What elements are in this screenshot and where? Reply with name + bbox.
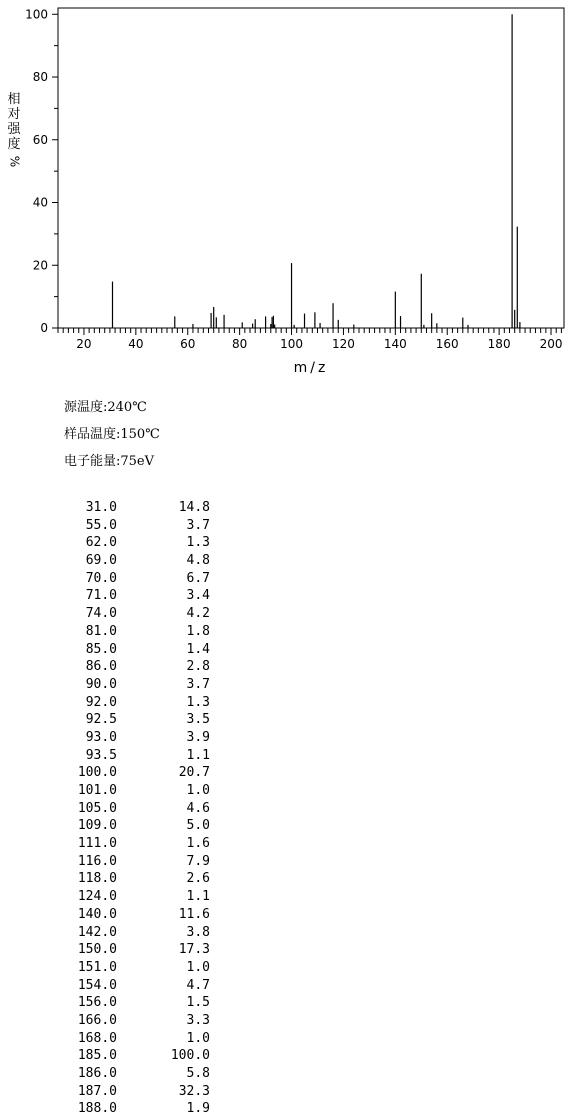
peak-abundance: 3.8 bbox=[186, 924, 210, 940]
peak-mz: 118.0 bbox=[77, 871, 117, 887]
peak-abundance: 3.4 bbox=[186, 588, 210, 604]
table-row bbox=[60, 941, 210, 959]
table-row bbox=[60, 534, 210, 552]
y-axis-label bbox=[6, 92, 22, 169]
y-axis-label-char: 度 bbox=[7, 137, 21, 152]
peak-abundance: 1.3 bbox=[186, 535, 210, 551]
table-row bbox=[60, 888, 210, 906]
peak-mz: 70.0 bbox=[85, 570, 117, 586]
table-row bbox=[60, 587, 210, 605]
peak-mz: 166.0 bbox=[77, 1012, 117, 1028]
peak-abundance: 1.1 bbox=[186, 889, 210, 905]
x-tick-label: 140 bbox=[383, 337, 407, 351]
table-row bbox=[60, 853, 210, 871]
peak-abundance: 4.6 bbox=[186, 800, 210, 816]
peak-mz: 100.0 bbox=[77, 765, 117, 781]
table-row bbox=[60, 694, 210, 712]
table-row bbox=[60, 641, 210, 659]
peak-mz: 62.0 bbox=[85, 535, 117, 551]
x-tick-label: 100 bbox=[280, 337, 303, 351]
table-row bbox=[60, 1012, 210, 1030]
x-axis-label: m/z bbox=[293, 360, 329, 376]
peak-mz: 85.0 bbox=[85, 641, 117, 657]
mass-spectrum-chart bbox=[0, 0, 570, 385]
peak-mz: 124.0 bbox=[77, 889, 117, 905]
peak-abundance: 1.5 bbox=[186, 995, 210, 1011]
peak-mz: 93.5 bbox=[85, 747, 117, 763]
peak-mz: 150.0 bbox=[77, 942, 117, 958]
table-row bbox=[60, 994, 210, 1012]
peak-abundance: 3.9 bbox=[186, 729, 210, 745]
y-tick-label: 0 bbox=[40, 321, 48, 335]
table-row bbox=[60, 870, 210, 888]
peak-mz: 187.0 bbox=[77, 1083, 117, 1099]
y-axis-label-char: 相 bbox=[7, 92, 21, 107]
x-tick-label: 60 bbox=[180, 337, 196, 351]
peak-mz: 101.0 bbox=[77, 783, 117, 798]
peak-abundance: 3.7 bbox=[186, 517, 210, 533]
y-axis-label-text bbox=[6, 92, 22, 152]
table-row bbox=[60, 729, 210, 747]
peak-abundance: 3.3 bbox=[186, 1012, 210, 1028]
peak-mz: 92.0 bbox=[85, 694, 117, 710]
x-tick-label: 200 bbox=[539, 337, 563, 351]
table-row bbox=[60, 605, 210, 623]
table-row bbox=[60, 570, 210, 588]
peak-mz: 90.0 bbox=[85, 676, 117, 692]
table-row bbox=[60, 517, 210, 535]
peak-abundance: 32.3 bbox=[178, 1083, 210, 1099]
peak-mz: 188.0 bbox=[77, 1101, 117, 1117]
table-row bbox=[60, 835, 210, 853]
instrument-conditions bbox=[64, 394, 160, 475]
peak-abundance: 1.1 bbox=[186, 747, 210, 763]
peak-abundance: 1.8 bbox=[186, 623, 210, 639]
x-tick-label: 20 bbox=[76, 337, 92, 351]
peak-mz: 116.0 bbox=[77, 853, 117, 869]
peak-abundance: 2.8 bbox=[186, 659, 210, 675]
peak-mz: 74.0 bbox=[85, 606, 117, 622]
table-row bbox=[60, 1030, 210, 1048]
table-row bbox=[60, 747, 210, 765]
peak-mz: 185.0 bbox=[77, 1048, 117, 1064]
peak-abundance: 100.0 bbox=[170, 1048, 210, 1064]
peak-mz: 111.0 bbox=[77, 836, 117, 852]
peak-abundance: 5.8 bbox=[186, 1066, 210, 1081]
x-tick-label: 80 bbox=[232, 337, 248, 351]
peak-abundance: 4.7 bbox=[186, 977, 210, 993]
table-row bbox=[60, 552, 210, 570]
peak-mz: 31.0 bbox=[85, 500, 117, 515]
x-tick-label: 180 bbox=[487, 337, 511, 351]
y-tick-label: 20 bbox=[32, 258, 48, 273]
peak-mz: 151.0 bbox=[77, 959, 117, 975]
table-row bbox=[60, 959, 210, 977]
y-tick-label: 80 bbox=[32, 70, 48, 85]
peak-mz: 81.0 bbox=[85, 623, 117, 639]
peak-abundance: 4.2 bbox=[186, 606, 210, 622]
plot-frame bbox=[58, 8, 564, 328]
peak-abundance: 5.0 bbox=[186, 818, 210, 834]
peak-mz: 93.0 bbox=[85, 729, 117, 745]
y-axis-unit: % bbox=[7, 155, 22, 168]
table-row bbox=[60, 676, 210, 694]
table-row bbox=[60, 924, 210, 942]
x-tick-label: 160 bbox=[435, 337, 459, 351]
y-tick-label: 100 bbox=[25, 7, 48, 22]
peak-mz: 142.0 bbox=[77, 924, 117, 940]
peak-abundance: 1.0 bbox=[186, 783, 210, 798]
y-tick-label: 60 bbox=[32, 132, 48, 147]
peak-abundance: 2.6 bbox=[186, 871, 210, 887]
y-axis-label-char: 对 bbox=[7, 107, 21, 122]
peak-abundance: 7.9 bbox=[186, 853, 210, 869]
peak-abundance: 3.7 bbox=[186, 676, 210, 692]
electron-energy: 电子能量:75eV bbox=[64, 454, 155, 469]
peak-mz: 186.0 bbox=[77, 1066, 117, 1081]
peak-list-table bbox=[60, 499, 210, 1118]
peak-abundance: 1.3 bbox=[186, 694, 210, 710]
peak-abundance: 1.0 bbox=[186, 959, 210, 975]
table-row bbox=[60, 800, 210, 818]
peak-abundance: 1.4 bbox=[186, 641, 210, 657]
peak-abundance: 14.8 bbox=[178, 500, 210, 515]
peak-mz: 154.0 bbox=[77, 977, 117, 993]
peak-abundance: 4.8 bbox=[186, 553, 210, 569]
table-row bbox=[60, 977, 210, 995]
peak-abundance: 11.6 bbox=[178, 906, 210, 922]
x-tick-label: 40 bbox=[128, 337, 144, 351]
table-row bbox=[60, 711, 210, 729]
table-row bbox=[60, 764, 210, 782]
peak-abundance: 20.7 bbox=[178, 765, 210, 781]
spectrum-bars bbox=[112, 14, 519, 328]
source-temperature: 源温度:240℃ bbox=[64, 400, 147, 415]
peak-mz: 140.0 bbox=[77, 906, 117, 922]
peak-mz: 69.0 bbox=[85, 553, 117, 569]
table-row bbox=[60, 658, 210, 676]
table-row bbox=[60, 1047, 210, 1065]
table-row bbox=[60, 1083, 210, 1101]
y-tick-label: 40 bbox=[32, 195, 48, 210]
peak-mz: 168.0 bbox=[77, 1030, 117, 1046]
peak-mz: 86.0 bbox=[85, 659, 117, 675]
peak-abundance: 1.9 bbox=[186, 1101, 210, 1117]
peak-mz: 92.5 bbox=[85, 712, 117, 728]
table-row bbox=[60, 906, 210, 924]
peak-abundance: 3.5 bbox=[186, 712, 210, 728]
sample-temperature: 样品温度:150℃ bbox=[64, 427, 160, 442]
peak-abundance: 6.7 bbox=[186, 570, 210, 586]
peak-mz: 109.0 bbox=[77, 818, 117, 834]
peak-abundance: 1.0 bbox=[186, 1030, 210, 1046]
peak-mz: 105.0 bbox=[77, 800, 117, 816]
table-row bbox=[60, 782, 210, 800]
peak-abundance: 1.6 bbox=[186, 836, 210, 852]
peak-mz: 71.0 bbox=[85, 588, 117, 604]
peak-mz: 55.0 bbox=[85, 517, 117, 533]
y-axis-label-char: 强 bbox=[7, 122, 21, 137]
y-axis-ticks bbox=[25, 7, 58, 335]
table-row bbox=[60, 1100, 210, 1118]
table-row bbox=[60, 1065, 210, 1083]
table-row bbox=[60, 817, 210, 835]
peak-abundance: 17.3 bbox=[178, 942, 210, 958]
peak-mz: 156.0 bbox=[77, 995, 117, 1011]
x-tick-label: 120 bbox=[331, 337, 355, 351]
x-axis-ticks bbox=[58, 328, 562, 351]
table-row bbox=[60, 499, 210, 517]
table-row bbox=[60, 623, 210, 641]
